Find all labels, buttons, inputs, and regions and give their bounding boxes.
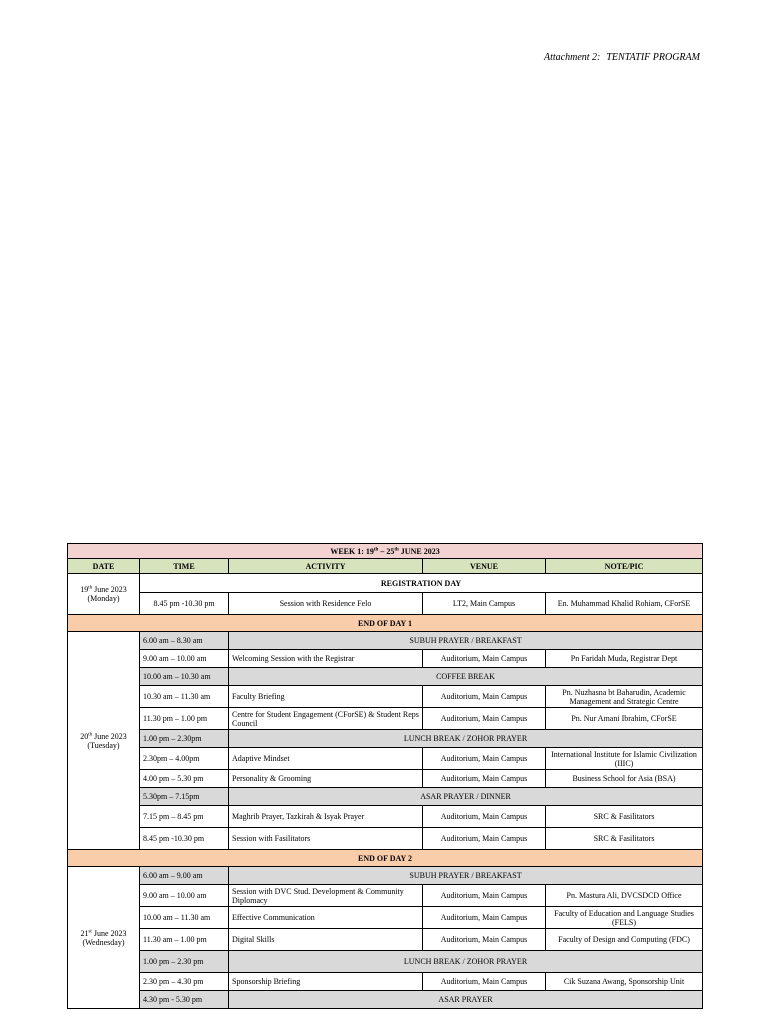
- time-cell: 11.30 am – 1.00 pm: [140, 929, 229, 951]
- time-cell: 6.00 am – 8.30 am: [140, 632, 229, 650]
- activity-cell: Welcoming Session with the Registrar: [229, 650, 423, 668]
- note-cell: Pn. Nuzhasna bt Baharudin, Academic Management and Strategic Centre: [546, 686, 703, 708]
- week-sup-2: th: [394, 546, 399, 552]
- time-cell: 5.30pm – 7.15pm: [140, 788, 229, 806]
- table-row: [68, 668, 703, 686]
- table-row: [68, 748, 703, 770]
- venue-cell: Auditorium, Main Campus: [423, 770, 546, 788]
- end-of-day-row: [68, 850, 703, 867]
- table-row: [68, 951, 703, 973]
- col-venue: VENUE: [423, 559, 546, 574]
- venue-cell: Auditorium, Main Campus: [423, 708, 546, 730]
- table-row: [68, 770, 703, 788]
- date-num: 20: [80, 731, 89, 741]
- table-row: [68, 574, 703, 593]
- date-rest: June 2023: [92, 731, 127, 741]
- weekday: (Tuesday): [87, 740, 120, 750]
- date-sup: st: [88, 928, 92, 934]
- table-row: [68, 929, 703, 951]
- time-cell: 8.45 pm -10.30 pm: [140, 828, 229, 850]
- break-cell: LUNCH BREAK / ZOHOR PRAYER: [229, 951, 703, 973]
- venue-cell: Auditorium, Main Campus: [423, 806, 546, 828]
- activity-cell: Session with Fasilitators: [229, 828, 423, 850]
- note-cell: Pn. Mastura Ali, DVCSDCD Office: [546, 885, 703, 907]
- table-row: [68, 907, 703, 929]
- break-cell: ASAR PRAYER: [229, 991, 703, 1009]
- time-cell: 8.45 pm -10.30 pm: [140, 593, 229, 615]
- table-row: [68, 828, 703, 850]
- note-cell: Faculty of Design and Computing (FDC): [546, 929, 703, 951]
- date-rest: June 2023: [91, 928, 127, 938]
- table-row: [68, 885, 703, 907]
- venue-cell: Auditorium, Main Campus: [423, 973, 546, 991]
- date-num: 19: [80, 585, 89, 594]
- date-sup: th: [88, 731, 93, 737]
- note-cell: Business School for Asia (BSA): [546, 770, 703, 788]
- program-table: [67, 543, 703, 1009]
- note-cell: SRC & Fasilitators: [546, 806, 703, 828]
- note-cell: International Institute for Islamic Civilization (IIIC): [546, 748, 703, 770]
- table-row: [68, 730, 703, 748]
- venue-cell: Auditorium, Main Campus: [423, 907, 546, 929]
- time-cell: 2.30 pm – 4.30 pm: [140, 973, 229, 991]
- note-cell: Cik Suzana Awang, Sponsorship Unit: [546, 973, 703, 991]
- time-cell: 7.15 pm – 8.45 pm: [140, 806, 229, 828]
- table-row: [68, 788, 703, 806]
- break-cell: ASAR PRAYER / DINNER: [229, 788, 703, 806]
- note-cell: En. Muhammad Khalid Rohiam, CForSE: [546, 593, 703, 615]
- end-of-day-1: END OF DAY 1: [68, 615, 703, 632]
- table-row: [68, 632, 703, 650]
- activity-cell: Adaptive Mindset: [229, 748, 423, 770]
- time-cell: 10.30 am – 11.30 am: [140, 686, 229, 708]
- time-cell: 11.30 pm – 1.00 pm: [140, 708, 229, 730]
- end-of-day-2: END OF DAY 2: [68, 850, 703, 867]
- col-activity: ACTIVITY: [229, 559, 423, 574]
- week-header: [68, 544, 703, 559]
- column-header-row: [68, 559, 703, 574]
- time-cell: 4.00 pm – 5.30 pm: [140, 770, 229, 788]
- attachment-heading: [544, 52, 700, 63]
- table-row: [68, 708, 703, 730]
- activity-cell: Digital Skills: [229, 929, 423, 951]
- registration-day: REGISTRATION DAY: [140, 574, 703, 593]
- weekday: (Monday): [87, 594, 120, 603]
- venue-cell: Auditorium, Main Campus: [423, 828, 546, 850]
- date-cell: [68, 574, 140, 615]
- venue-cell: LT2, Main Campus: [423, 593, 546, 615]
- venue-cell: Auditorium, Main Campus: [423, 885, 546, 907]
- time-cell: 6.00 am – 9.00 am: [140, 867, 229, 885]
- end-of-day-row: [68, 615, 703, 632]
- venue-cell: Auditorium, Main Campus: [423, 650, 546, 668]
- week-sup-1: th: [373, 546, 379, 552]
- date-rest: June 2023: [92, 585, 127, 594]
- time-cell: 10.00 am – 10.30 am: [140, 668, 229, 686]
- time-cell: 9.00 am – 10.00 am: [140, 650, 229, 668]
- table-row: [68, 973, 703, 991]
- attachment-label: Attachment 2:: [544, 52, 601, 63]
- venue-cell: Auditorium, Main Campus: [423, 748, 546, 770]
- week-mid: – 25: [378, 546, 395, 556]
- note-cell: Pn Faridah Muda, Registrar Dept: [546, 650, 703, 668]
- table-row: [68, 593, 703, 615]
- week-prefix: WEEK 1: 19: [330, 546, 374, 556]
- time-cell: 2.30pm – 4.00pm: [140, 748, 229, 770]
- break-cell: COFFEE BREAK: [229, 668, 703, 686]
- time-cell: 9.00 am – 10.00 am: [140, 885, 229, 907]
- col-time: TIME: [140, 559, 229, 574]
- col-note: NOTE/PIC: [546, 559, 703, 574]
- date-num: 21: [80, 928, 89, 938]
- activity-cell: Maghrib Prayer, Tazkirah & Isyak Prayer: [229, 806, 423, 828]
- activity-cell: Faculty Briefing: [229, 686, 423, 708]
- break-cell: SUBUH PRAYER / BREAKFAST: [229, 867, 703, 885]
- note-cell: Pn. Nur Amani Ibrahim, CForSE: [546, 708, 703, 730]
- table-row: [68, 686, 703, 708]
- time-cell: 1.00 pm – 2.30 pm: [140, 951, 229, 973]
- weekday: (Wednesday): [82, 937, 125, 947]
- activity-cell: Session with DVC Stud. Development & Community Diplomacy: [229, 885, 423, 907]
- activity-cell: Personality & Grooming: [229, 770, 423, 788]
- time-cell: 4.30 pm - 5.30 pm: [140, 991, 229, 1009]
- table-row: [68, 650, 703, 668]
- time-cell: 10.00 am – 11.30 am: [140, 907, 229, 929]
- activity-cell: Centre for Student Engagement (CForSE) & Student Reps Council: [229, 708, 423, 730]
- col-date: DATE: [68, 559, 140, 574]
- venue-cell: Auditorium, Main Campus: [423, 929, 546, 951]
- week-suffix: JUNE 2023: [398, 546, 440, 556]
- date-cell: [68, 867, 140, 1009]
- activity-cell: Session with Residence Felo: [229, 593, 423, 615]
- note-cell: SRC & Fasilitators: [546, 828, 703, 850]
- time-cell: 1.00 pm – 2.30pm: [140, 730, 229, 748]
- date-cell: [68, 632, 140, 850]
- attachment-title: TENTATIF PROGRAM: [606, 52, 700, 63]
- break-cell: LUNCH BREAK / ZOHOR PRAYER: [229, 730, 703, 748]
- note-cell: Faculty of Education and Language Studies (FELS): [546, 907, 703, 929]
- week-header-row: [68, 544, 703, 559]
- break-cell: SUBUH PRAYER / BREAKFAST: [229, 632, 703, 650]
- date-sup: th: [88, 585, 93, 591]
- activity-cell: Effective Communication: [229, 907, 423, 929]
- table-row: [68, 867, 703, 885]
- activity-cell: Sponsorship Briefing: [229, 973, 423, 991]
- venue-cell: Auditorium, Main Campus: [423, 686, 546, 708]
- table-row: [68, 991, 703, 1009]
- table-row: [68, 806, 703, 828]
